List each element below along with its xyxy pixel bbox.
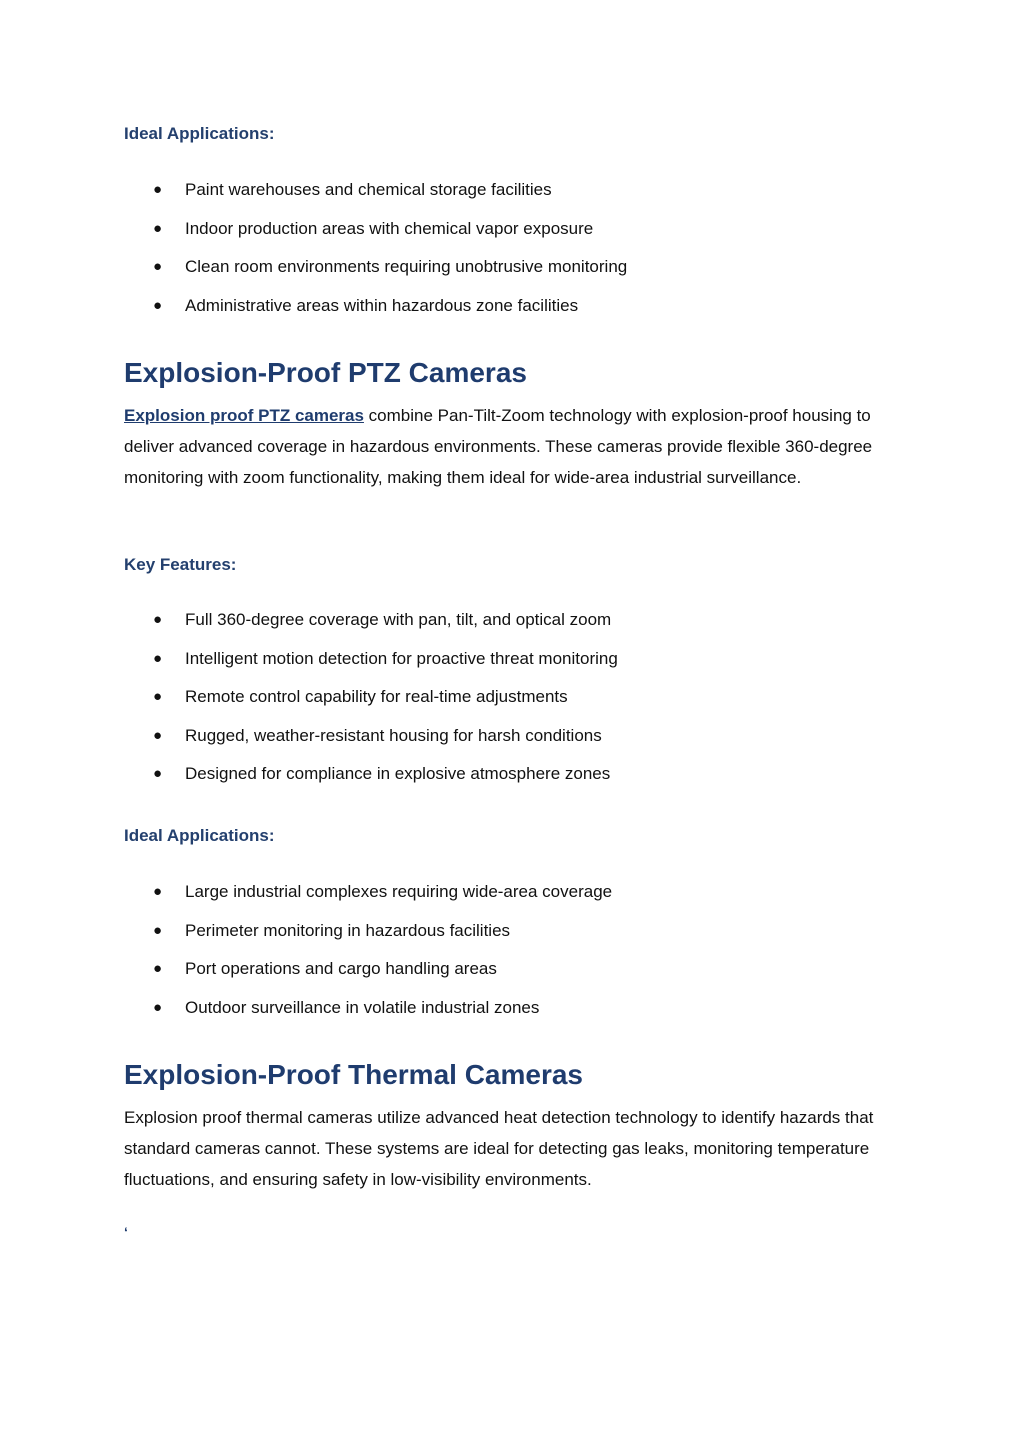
ptz-intro-text: combine Pan-Tilt-Zoom technology with explosion-proof housing to deliver advanced coverage in hazardous environments. These cameras provide flexible 360-degree monitoring with zoom functionality, making them ideal for wide-area industrial surveillance. <box>124 406 873 487</box>
list-item: ● Rugged, weather-resistant housing for harsh conditions <box>153 725 602 745</box>
bullet-icon: ● <box>153 998 163 1016</box>
bullet-icon: ● <box>153 649 163 667</box>
list-item: ● Intelligent motion detection for proactive threat monitoring <box>153 648 618 668</box>
list-item: ● Clean room environments requiring unobtrusive monitoring <box>153 257 628 277</box>
ptz-section-title: Explosion-Proof PTZ Cameras <box>124 357 527 388</box>
bullet-icon: ● <box>153 765 163 783</box>
ideal-applications-heading-1: Ideal Applications: <box>124 124 275 143</box>
thermal-intro-paragraph: Explosion proof thermal cameras utilize advanced heat detection technology to identify hazards that standard cameras cannot. These systems are ideal for detecting gas leaks, monitoring temperature fluctuations, and ensuring safety in low-visibility environments. <box>124 1108 874 1189</box>
thermal-section-title: Explosion-Proof Thermal Cameras <box>124 1059 584 1090</box>
bullet-icon: ● <box>153 883 163 900</box>
list-item: ● Port operations and cargo handling areas <box>153 959 497 979</box>
ideal-applications-list-1 <box>124 180 627 334</box>
list-item: ● Full 360-degree coverage with pan, tilt, and optical zoom <box>153 610 612 629</box>
bullet-icon: ● <box>153 688 163 706</box>
list-item: ● Outdoor surveillance in volatile industrial zones <box>153 997 540 1017</box>
key-features-heading: Key Features: <box>124 555 237 574</box>
bullet-icon: ● <box>153 960 163 978</box>
list-item: ● Remote control capability for real-time adjustments <box>153 687 568 707</box>
ptz-cameras-link[interactable]: Explosion proof PTZ cameras <box>124 406 364 425</box>
ideal-applications-list-2 <box>124 882 612 1036</box>
bullet-icon: ● <box>153 181 163 198</box>
list-item: ● Administrative areas within hazardous zone facilities <box>153 295 579 315</box>
list-item: ● Paint warehouses and chemical storage facilities <box>153 180 552 199</box>
list-item: ● Perimeter monitoring in hazardous facilities <box>153 920 511 940</box>
stray-quote-mark: ‘ <box>124 1224 128 1240</box>
ptz-intro-paragraph <box>124 400 904 493</box>
ideal-applications-heading-2: Ideal Applications: <box>124 826 275 845</box>
bullet-icon: ● <box>153 296 163 314</box>
list-item: ● Indoor production areas with chemical vapor exposure <box>153 218 594 238</box>
list-item: ● Large industrial complexes requiring wide-area coverage <box>153 882 613 901</box>
bullet-icon: ● <box>153 921 163 939</box>
bullet-icon: ● <box>153 611 163 628</box>
bullet-icon: ● <box>153 258 163 276</box>
key-features-list <box>124 610 618 803</box>
bullet-icon: ● <box>153 219 163 237</box>
list-item: ● Designed for compliance in explosive atmosphere zones <box>153 764 611 784</box>
bullet-icon: ● <box>153 726 163 744</box>
